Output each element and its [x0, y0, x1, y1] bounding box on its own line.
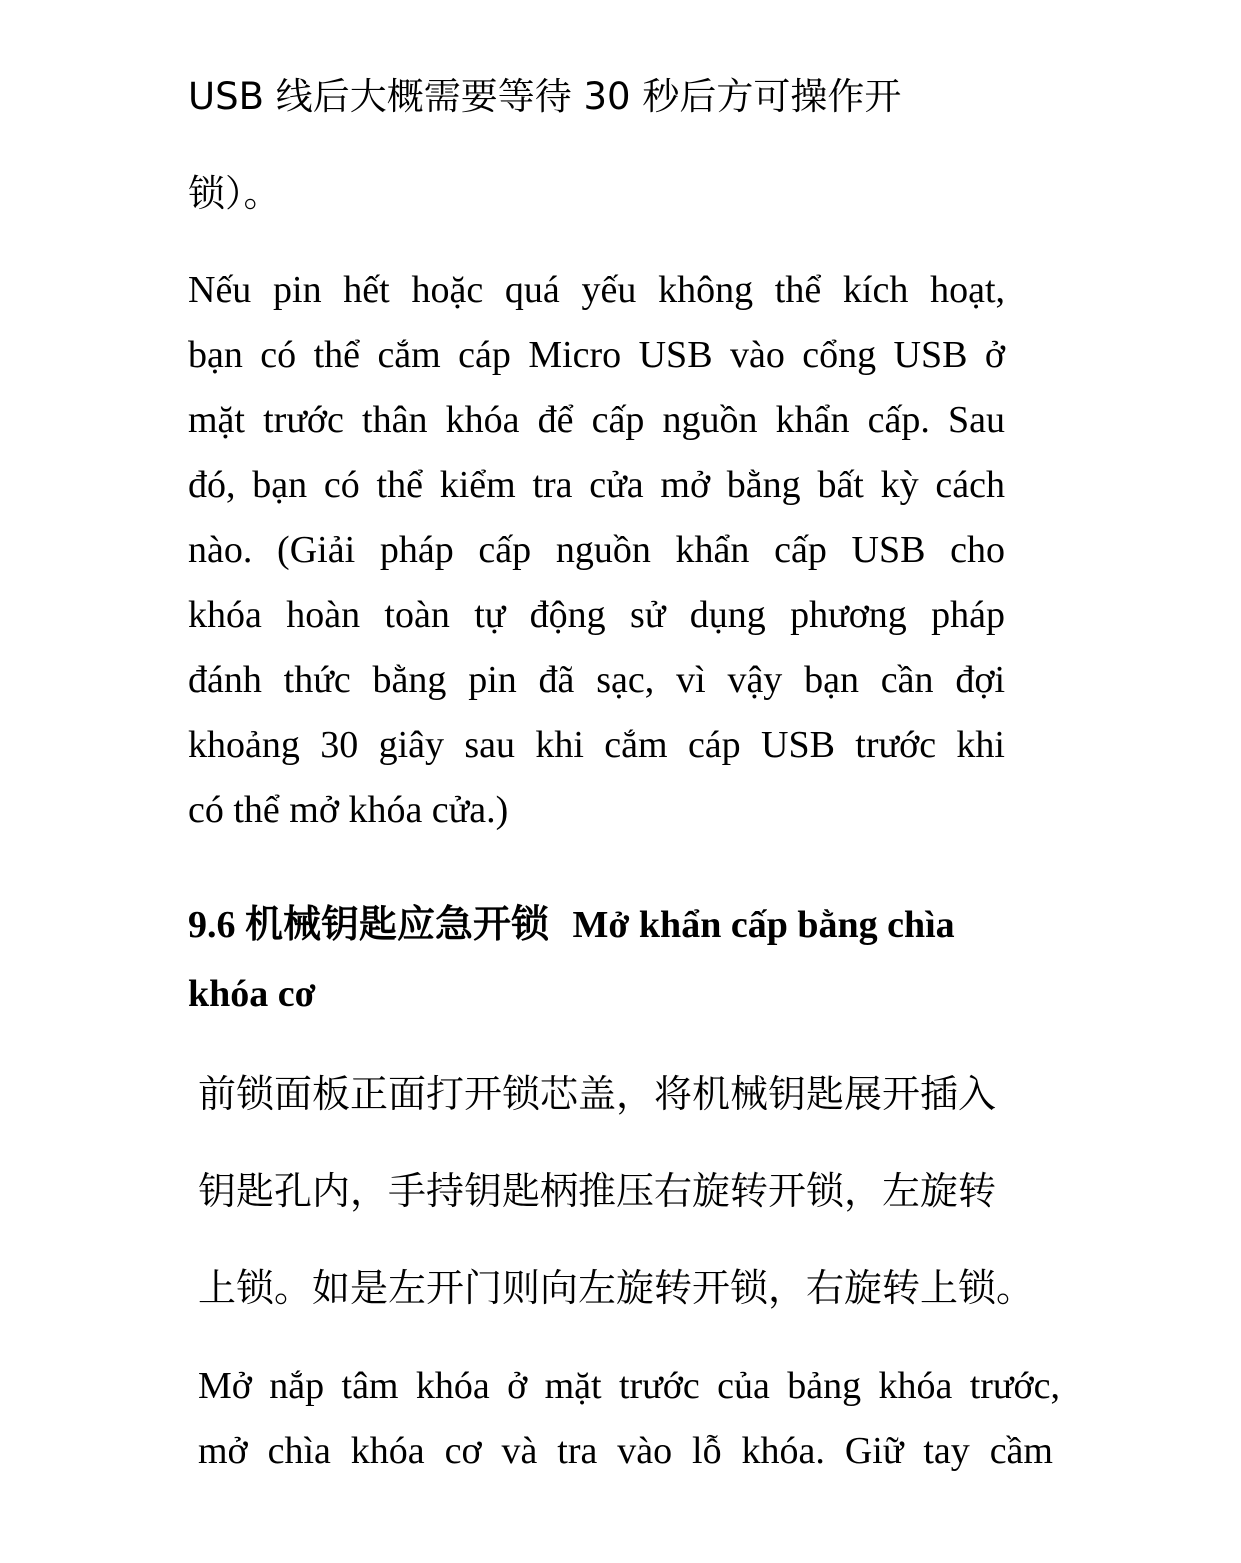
cjk-paragraph-line: 上锁。如是左开门则向左旋转开锁，右旋转上锁。 — [198, 1266, 1035, 1310]
viet-p2-line: mở chìa khóa cơ và tra vào lỗ khóa. Giữ tay cầm — [198, 1430, 1053, 1472]
section-cjk-title: 机械钥匙应急开锁 — [245, 902, 550, 946]
section-viet-title-line-1: Mở khẩn cấp bằng chìa — [572, 904, 955, 946]
viet-p1-line: bạn có thể cắm cáp Micro USB vào cổng USB ở — [188, 334, 1005, 376]
viet-p1-line: nào. (Giải pháp cấp nguồn khẩn cấp USB cho — [188, 529, 1005, 571]
intro-cjk-line-2: 锁）。 — [188, 172, 281, 215]
viet-paragraph-2 — [198, 1354, 1060, 1484]
viet-p2-line: Mở nắp tâm khóa ở mặt trước của bảng khóa trước, — [198, 1365, 1060, 1407]
viet-paragraph-1 — [188, 258, 1005, 843]
section-heading-line-2: khóa cơ — [188, 973, 316, 1015]
viet-p1-line: mặt trước thân khóa để cấp nguồn khẩn cấp. Sau — [188, 399, 1005, 441]
viet-p1-line: khóa hoàn toàn tự động sử dụng phương pháp — [188, 594, 1005, 636]
intro-cjk-line-1: USB 线后大概需要等待 30 秒后方可操作开 — [188, 75, 902, 118]
section-heading — [188, 893, 955, 948]
viet-p1-line: đánh thức bằng pin đã sạc, vì vậy bạn cần đợi — [188, 659, 1005, 701]
viet-p1-line: khoảng 30 giây sau khi cắm cáp USB trước khi — [188, 724, 1005, 766]
cjk-paragraph-line: 钥匙孔内，手持钥匙柄推压右旋转开锁，左旋转 — [198, 1169, 997, 1213]
cjk-paragraph-line: 前锁面板正面打开锁芯盖，将机械钥匙展开插入 — [198, 1072, 997, 1116]
viet-p1-line: đó, bạn có thể kiểm tra cửa mở bằng bất kỳ cách — [188, 464, 1005, 506]
viet-p1-line: Nếu pin hết hoặc quá yếu không thể kích hoạt, — [188, 269, 1005, 311]
section-number: 9.6 — [188, 904, 236, 946]
viet-p1-line: có thể mở khóa cửa.) — [188, 789, 509, 831]
